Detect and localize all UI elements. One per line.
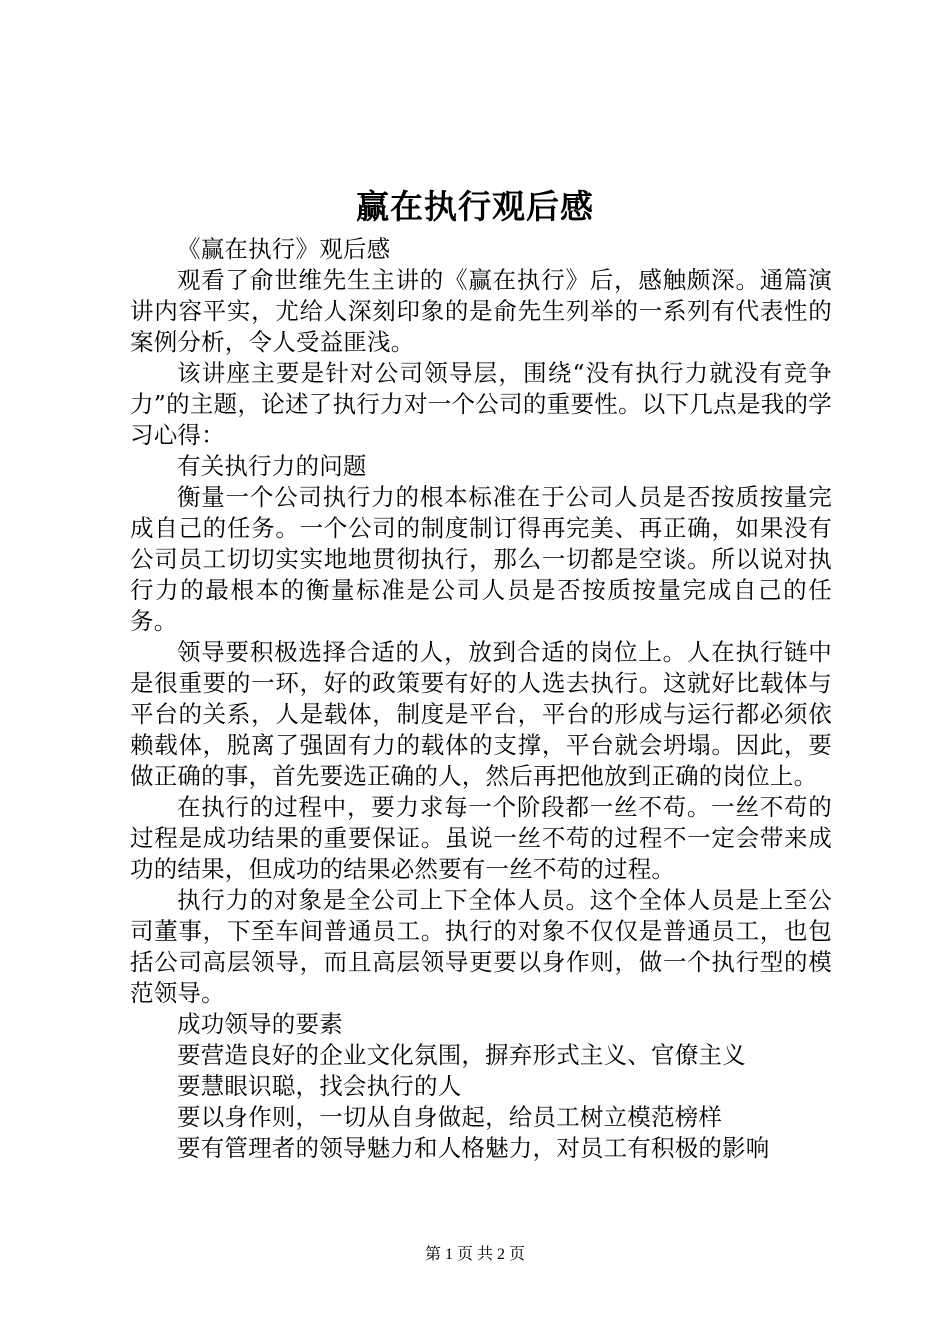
section-heading: 成功领导的要素 [177,1010,343,1038]
paragraph: 衡量一个公司执行力的根本标准在于公司人员是否按质按量完成自己的任务。一个公司的制度制订得再完美、再正确，如果没有公司员工切切实实地地贯彻执行，那么一切都是空谈。所以说对执行力的最根本的衡量标准是公司人员是否按质按量完成自己的任务。 [130,483,832,635]
paragraph: 观看了俞世维先生主讲的《赢在执行》后，感触颇深。通篇演讲内容平实，尤给人深刻印象的是俞先生列举的一系列有代表性的案例分析，令人受益匪浅。 [130,266,832,356]
list-item: 要以身作则，一切从自身做起，给员工树立模范榜样 [177,1103,723,1131]
list-item: 要有管理者的领导魅力和人格魅力，对员工有积极的影响 [177,1134,770,1162]
document-title: 赢在执行观后感 [356,187,594,226]
paragraph: 执行力的对象是全公司上下全体人员。这个全体人员是上至公司董事，下至车间普通员工。执行的对象不仅仅是普通员工，也包括公司高层领导，而且高层领导更要以身作则，做一个执行型的模范领导。 [130,886,832,1007]
paragraph: 该讲座主要是针对公司领导层，围绕“没有执行力就没有竞争力”的主题，论述了执行力对一个公司的重要性。以下几点是我的学习心得： [130,359,832,449]
paragraph: 领导要积极选择合适的人，放到合适的岗位上。人在执行链中是很重要的一环，好的政策要有好的人选去执行。这就好比载体与平台的关系，人是载体，制度是平台，平台的形成与运行都必须依赖载体，脱离了强固有力的载体的支撑，平台就会坍塌。因此，要做正确的事，首先要选正确的人，然后再把他放到正确的岗位上。 [130,638,832,790]
list-item: 要慧眼识聪，找会执行的人 [177,1072,462,1100]
section-heading: 有关执行力的问题 [177,452,367,480]
page-number-footer: 第 1 页 共 2 页 [424,1246,525,1263]
document-body [130,234,832,1164]
list-item: 要营造良好的企业文化氛围，摒弃形式主义、官僚主义 [177,1041,746,1069]
paragraph: 在执行的过程中，要力求每一个阶段都一丝不苟。一丝不苟的过程是成功结果的重要保证。虽说一丝不苟的过程不一定会带来成功的结果，但成功的结果必然要有一丝不苟的过程。 [130,793,832,883]
paragraph-subtitle: 《赢在执行》观后感 [177,235,391,263]
